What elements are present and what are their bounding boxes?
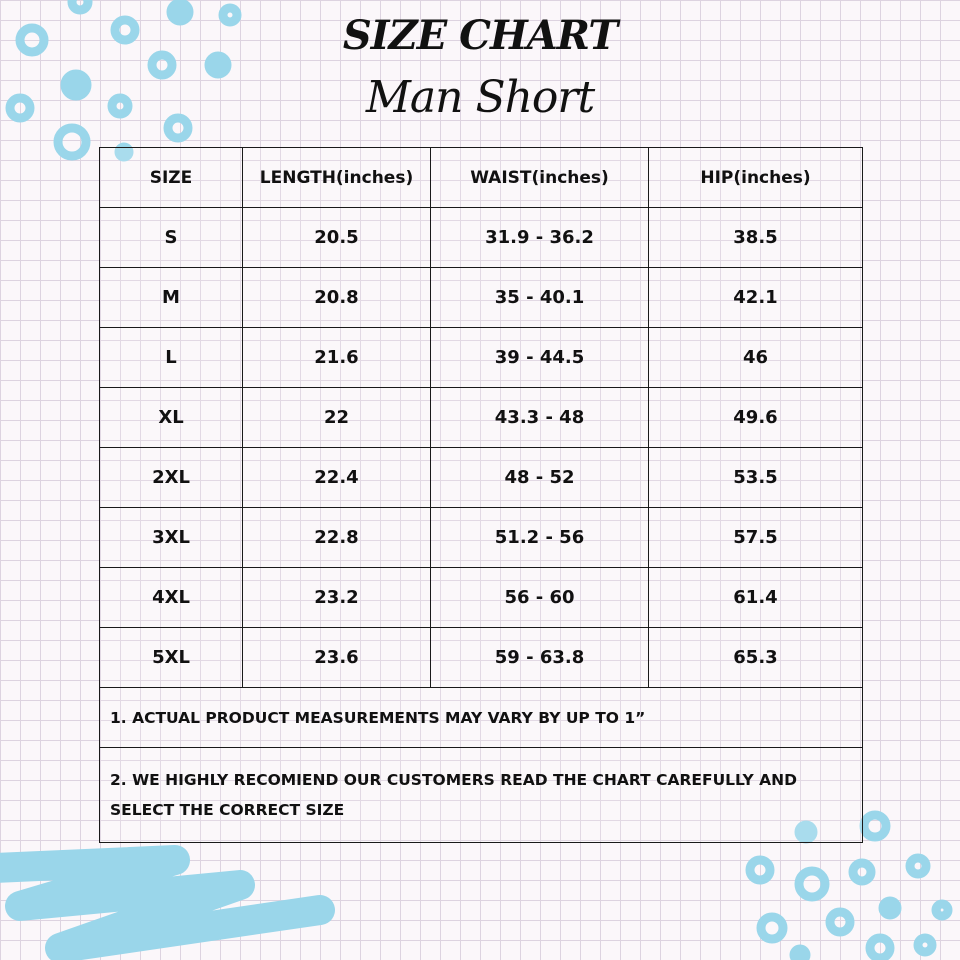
cell-waist: 31.9 - 36.2: [431, 208, 649, 268]
cell-hip: 42.1: [649, 268, 863, 328]
cell-waist: 59 - 63.8: [431, 628, 649, 688]
header-waist: WAIST(inches): [431, 148, 649, 208]
cell-length: 20.8: [243, 268, 431, 328]
blue-brush-stroke: [0, 860, 320, 948]
size-chart-table: [99, 147, 863, 843]
cell-length: 21.6: [243, 328, 431, 388]
table-row: [100, 508, 863, 568]
cell-size: 5XL: [100, 628, 243, 688]
table-row: [100, 328, 863, 388]
cell-waist: 35 - 40.1: [431, 268, 649, 328]
cell-waist: 48 - 52: [431, 448, 649, 508]
cell-hip: 65.3: [649, 628, 863, 688]
cell-hip: 61.4: [649, 568, 863, 628]
cell-hip: 49.6: [649, 388, 863, 448]
cell-hip: 57.5: [649, 508, 863, 568]
table-row: [100, 268, 863, 328]
note-measurement-variance: 1. ACTUAL PRODUCT MEASUREMENTS MAY VARY BY UP TO 1”: [100, 688, 863, 748]
cell-waist: 51.2 - 56: [431, 508, 649, 568]
cell-length: 22.4: [243, 448, 431, 508]
cell-waist: 39 - 44.5: [431, 328, 649, 388]
table-row: [100, 628, 863, 688]
header-length: LENGTH(inches): [243, 148, 431, 208]
header-size: SIZE: [100, 148, 243, 208]
table-row: [100, 208, 863, 268]
cell-size: XL: [100, 388, 243, 448]
cell-length: 23.6: [243, 628, 431, 688]
cell-size: L: [100, 328, 243, 388]
table-row: [100, 388, 863, 448]
header-hip: HIP(inches): [649, 148, 863, 208]
note-read-chart-carefully: 2. WE HIGHLY RECOMIEND OUR CUSTOMERS READ THE CHART CAREFULLY AND SELECT THE CORRECT SIZE: [100, 748, 863, 843]
note-row: [100, 688, 863, 748]
cell-waist: 56 - 60: [431, 568, 649, 628]
cell-length: 22.8: [243, 508, 431, 568]
cell-hip: 53.5: [649, 448, 863, 508]
page-title: SIZE CHART: [342, 12, 618, 59]
cell-size: M: [100, 268, 243, 328]
cell-size: 2XL: [100, 448, 243, 508]
cell-length: 22: [243, 388, 431, 448]
cell-size: S: [100, 208, 243, 268]
cell-waist: 43.3 - 48: [431, 388, 649, 448]
table-header-row: [100, 148, 863, 208]
note-row: [100, 748, 863, 843]
cell-length: 20.5: [243, 208, 431, 268]
page-subtitle: Man Short: [365, 72, 595, 123]
table-row: [100, 568, 863, 628]
cell-hip: 46: [649, 328, 863, 388]
cell-hip: 38.5: [649, 208, 863, 268]
cell-size: 4XL: [100, 568, 243, 628]
cell-size: 3XL: [100, 508, 243, 568]
table-row: [100, 448, 863, 508]
cell-length: 23.2: [243, 568, 431, 628]
